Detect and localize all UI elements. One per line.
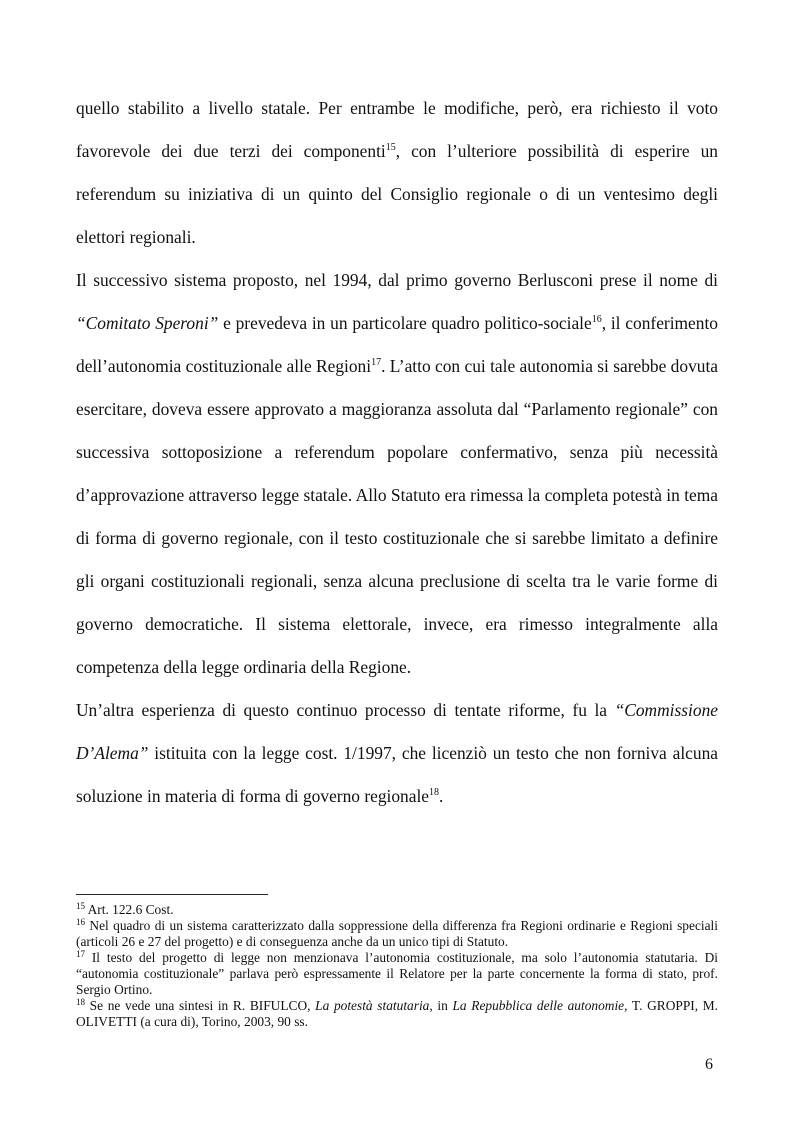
text-run: e prevedeva in un particolare quadro politico-sociale [218,313,592,333]
italic-term: “Commissione D’Alema” [76,700,718,763]
footnote-ref-16[interactable]: 16 [591,314,602,325]
text-run: , con l’ulteriore possibilità di esperire un referendum su iniziativa di un quinto del Consiglio regionale o di un ventesimo degli elettori regionali. [76,141,718,247]
text-run: quello stabilito a livello statale. Per entrambe le modifiche, però, era richiesto il voto favorevole dei due terzi dei componenti [76,98,718,161]
footnote-ref-15[interactable]: 15 [385,142,396,153]
text-run: . L’atto con cui tale autonomia si sarebbe dovuta esercitare, doveva essere approvato a maggioranza assoluta dal “Parlamento regionale” con successiva sottoposizione a referendum popolare confermativo, senza più necessità d’approvazione attraverso legge statale. Allo Statuto era rimessa la completa potestà in tema di forma di governo regionale, con il testo costituzionale che si sarebbe limitato a definire gli organi costituzionali regionali, senza alcuna preclusione di scelta tra le varie forme di governo democratiche. Il sistema elettorale, invece, era rimesso integralmente alla competenza della legge ordinaria della Regione. [76,356,719,677]
footnote-italic-title: La potestà statutaria [315,998,430,1013]
footnote-16 [76,918,718,950]
page-number: 6 [705,1056,713,1073]
text-run: Il successivo sistema proposto, nel 1994, dal primo governo Berlusconi prese il nome di [76,270,718,290]
footnotes [76,902,718,1030]
text-run: Un’altra esperienza di questo continuo processo di tentate riforme, fu la [76,700,615,720]
text-run: istituita con la legge cost. 1/1997, che licenziò un testo che non forniva alcuna soluzione in materia di forma di governo regionale [76,743,718,806]
footnote-italic-title: La Repubblica delle autonomie [452,998,625,1013]
body-text [76,87,718,818]
italic-term: “Comitato Speroni” [76,313,219,333]
footnote-text: , T. GROPPI, M. OLIVETTI (a cura di), Torino, 2003, 90 ss. [76,998,718,1029]
paragraph-2 [76,259,718,689]
footnote-number: 18 [76,997,85,1007]
footnote-text: , in [429,998,453,1013]
footnote-divider [76,894,268,895]
footnote-text: Il testo del progetto di legge non menzionava l’autonomia costituzionale, ma solo l’autonomia statutaria. Di “autonomia costituzionale” parlava però espressamente il Relatore per la parte concernente la forma di stato, prof. Sergio Ortino. [76,950,718,997]
text-run: . [439,786,444,806]
paragraph-3 [76,689,718,818]
paragraph-1 [76,87,718,259]
footnote-ref-17[interactable]: 17 [371,357,382,368]
footnote-text: Se ne vede una sintesi in R. BIFULCO, [85,998,316,1013]
footnote-number: 17 [76,949,85,959]
text-run: , il conferimento dell’autonomia costituzionale alle Regioni [76,313,719,376]
footnote-text: Art. 122.6 Cost. [85,902,174,917]
footnote-text: Nel quadro di un sistema caratterizzato dalla soppressione della differenza fra Regioni ordinarie e Regioni speciali (articoli 26 e 27 del progetto) e di conseguenza anche da un unico tipi di Statuto. [76,918,718,949]
footnote-18 [76,998,718,1030]
footnote-number: 15 [76,901,85,911]
footnote-17 [76,950,718,998]
footnote-number: 16 [76,917,85,927]
footnote-ref-18[interactable]: 18 [429,787,440,798]
footnote-15 [76,902,718,918]
